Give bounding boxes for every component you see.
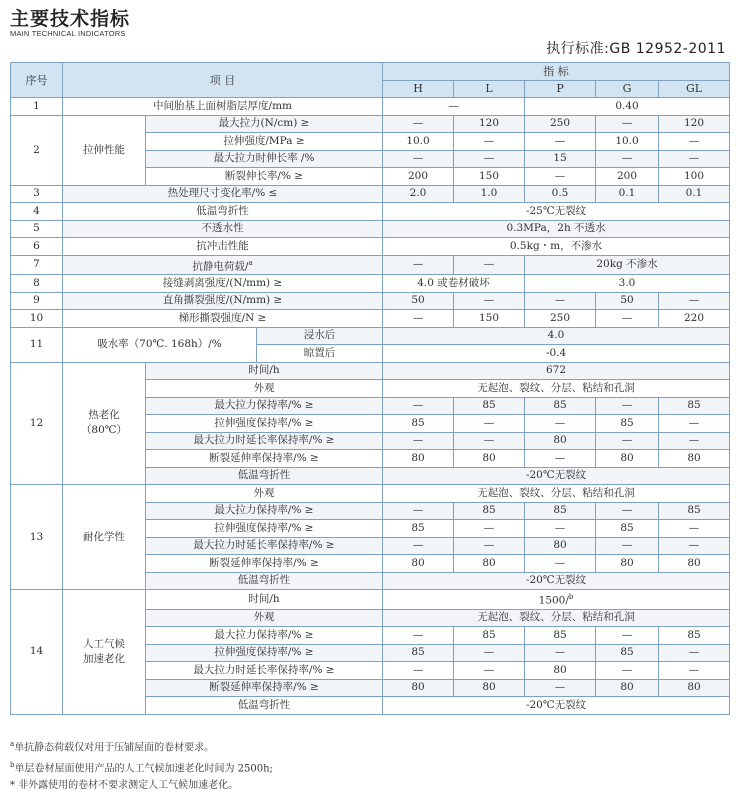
row-item: 最大拉力时延长率保持率/% ≥ — [146, 537, 383, 555]
cell-value: 15 — [525, 150, 596, 168]
cell-value: — — [659, 150, 730, 168]
cell-value: 2.0 — [383, 185, 454, 203]
cell-value: 80 — [454, 450, 525, 468]
cell-value: 85 — [596, 415, 659, 433]
row-item: 时间/h — [146, 590, 383, 610]
footnote-mark: * — [10, 779, 15, 791]
footnote-c — [10, 778, 273, 794]
cell-value: 0.1 — [596, 185, 659, 203]
cell-value: 80 — [659, 679, 730, 697]
cell-value: 10.0 — [383, 133, 454, 151]
cell-value: -0.4 — [383, 345, 730, 363]
row-item: 不透水性 — [63, 220, 383, 238]
footnote-text: 单层卷材屋面使用产品的人工气候加速老化时间为 2500h; — [14, 763, 273, 775]
col-l: L — [454, 80, 525, 98]
row-group-line: （80℃） — [80, 424, 128, 437]
cell-value: 80 — [383, 450, 454, 468]
cell-value: — — [383, 310, 454, 328]
cell-value: — — [525, 415, 596, 433]
cell-value: 100 — [659, 168, 730, 186]
row-number: 2 — [11, 115, 63, 185]
cell-value: — — [596, 150, 659, 168]
cell-value: -20℃无裂纹 — [383, 467, 730, 485]
cell-value: 50 — [383, 292, 454, 310]
cell-value: — — [596, 397, 659, 415]
row-item: 最大拉力时伸长率 /% — [146, 150, 383, 168]
col-h: H — [383, 80, 454, 98]
cell-value: 80 — [596, 450, 659, 468]
col-g: G — [596, 80, 659, 98]
header-index: 指 标 — [383, 63, 730, 81]
cell-value: — — [659, 292, 730, 310]
row-item: 断裂延伸率保持率/% ≥ — [146, 555, 383, 573]
table-row — [11, 220, 730, 238]
row-item: 最大拉力保持率/% ≥ — [146, 627, 383, 645]
cell-value: 80 — [525, 662, 596, 680]
cell-value: — — [383, 432, 454, 450]
row-item: 最大拉力保持率/% ≥ — [146, 502, 383, 520]
cell-value: — — [596, 537, 659, 555]
cell-value: 250 — [525, 115, 596, 133]
cell-value: — — [383, 397, 454, 415]
cell-value: — — [525, 679, 596, 697]
cell-value: 85 — [596, 520, 659, 538]
row-item: 最大拉力保持率/% ≥ — [146, 397, 383, 415]
technical-indicators-table — [10, 62, 730, 715]
footnote-mark: a — [10, 740, 15, 748]
page-subtitle: MAIN TECHNICAL INDICATORS — [10, 29, 126, 38]
table-row — [11, 292, 730, 310]
cell-value: 无起泡、裂纹、分层、粘结和孔洞 — [383, 609, 730, 627]
cell-value: — — [454, 150, 525, 168]
cell-value: — — [596, 662, 659, 680]
row-item: 拉伸强度保持率/% ≥ — [146, 644, 383, 662]
cell-value: — — [596, 310, 659, 328]
row-item: 浸水后 — [257, 327, 383, 345]
table-row — [11, 362, 730, 380]
cell-value: — — [454, 644, 525, 662]
cell-value: 3.0 — [525, 275, 730, 293]
row-number: 5 — [11, 220, 63, 238]
table-row — [11, 185, 730, 203]
cell-value: — — [659, 520, 730, 538]
row-item: 热处理尺寸变化率/% ≤ — [63, 185, 383, 203]
cell-value: — — [659, 133, 730, 151]
footnote-b — [10, 757, 273, 778]
cell-value: 85 — [383, 520, 454, 538]
cell-value: 10.0 — [596, 133, 659, 151]
table-header-row — [11, 63, 730, 81]
cell-value: 85 — [383, 644, 454, 662]
table-row — [11, 485, 730, 503]
footnote-text: 单抗静态荷载仅对用于压铺屋面的卷材要求。 — [14, 742, 215, 754]
row-item-text: 抗静电荷载/ — [192, 260, 249, 272]
cell-value: — — [525, 292, 596, 310]
cell-value: — — [596, 115, 659, 133]
cell-value: 150 — [454, 168, 525, 186]
row-item: 梯形撕裂强度/N ≥ — [63, 310, 383, 328]
row-number: 10 — [11, 310, 63, 328]
cell-value: — — [383, 627, 454, 645]
cell-value: — — [383, 150, 454, 168]
row-item: 直角撕裂强度/(N/mm) ≥ — [63, 292, 383, 310]
cell-value: 220 — [659, 310, 730, 328]
cell-value: — — [525, 555, 596, 573]
footnote-mark: a — [248, 258, 253, 267]
cell-value: 0.1 — [659, 185, 730, 203]
row-item: 抗冲击性能 — [63, 238, 383, 256]
cell-value: 85 — [525, 627, 596, 645]
table-row — [11, 275, 730, 293]
cell-value: 200 — [596, 168, 659, 186]
cell-value: 80 — [525, 537, 596, 555]
cell-value: 85 — [525, 397, 596, 415]
row-item: 低温弯折性 — [146, 572, 383, 590]
cell-value: 80 — [596, 555, 659, 573]
cell-value: 80 — [525, 432, 596, 450]
row-item: 断裂延伸率保持率/% ≥ — [146, 450, 383, 468]
row-number: 1 — [11, 98, 63, 116]
row-item: 低温弯折性 — [146, 697, 383, 715]
cell-value: 20kg 不渗水 — [525, 255, 730, 275]
cell-value: -25℃无裂纹 — [383, 203, 730, 221]
cell-value: 0.5kg・m，不渗水 — [383, 238, 730, 256]
cell-value: 85 — [659, 397, 730, 415]
cell-value: — — [454, 520, 525, 538]
row-number: 8 — [11, 275, 63, 293]
row-item: 低温弯折性 — [63, 203, 383, 221]
row-item: 接缝剥离强度/(N/mm) ≥ — [63, 275, 383, 293]
row-item: 中间胎基上面树脂层厚度/mm — [63, 98, 383, 116]
row-item: 最大拉力时延长率保持率/% ≥ — [146, 432, 383, 450]
row-number: 6 — [11, 238, 63, 256]
cell-value: 4.0 — [383, 327, 730, 345]
table-row — [11, 115, 730, 133]
cell-value: 0.5 — [525, 185, 596, 203]
cell-value: 85 — [525, 502, 596, 520]
cell-value: 0.3MPa，2h 不透水 — [383, 220, 730, 238]
cell-value: — — [596, 627, 659, 645]
row-number: 11 — [11, 327, 63, 362]
cell-value: — — [659, 415, 730, 433]
table-row — [11, 327, 730, 345]
cell-value: — — [454, 432, 525, 450]
cell-value: — — [659, 432, 730, 450]
cell-value: — — [659, 537, 730, 555]
cell-value: — — [454, 537, 525, 555]
row-item: 拉伸强度保持率/% ≥ — [146, 520, 383, 538]
cell-value: 85 — [454, 627, 525, 645]
cell-value: — — [454, 292, 525, 310]
cell-value: 80 — [383, 555, 454, 573]
cell-value: — — [383, 98, 525, 116]
cell-value: — — [454, 133, 525, 151]
cell-value: 4.0 或卷材破坏 — [383, 275, 525, 293]
row-group: 拉伸性能 — [63, 115, 146, 185]
row-number: 7 — [11, 255, 63, 275]
cell-value: — — [383, 537, 454, 555]
cell-value: 85 — [454, 397, 525, 415]
cell-value: 无起泡、裂纹、分层、粘结和孔洞 — [383, 380, 730, 398]
header-no: 序号 — [11, 63, 63, 98]
cell-value: — — [596, 432, 659, 450]
cell-value: 80 — [383, 679, 454, 697]
row-item: 拉伸强度/MPa ≥ — [146, 133, 383, 151]
cell-value: — — [454, 415, 525, 433]
row-item: 外观 — [146, 485, 383, 503]
row-number: 9 — [11, 292, 63, 310]
row-number: 13 — [11, 485, 63, 590]
cell-value: -20℃无裂纹 — [383, 572, 730, 590]
footnote-mark: b — [568, 593, 574, 601]
row-group-line: 人工气候 — [83, 637, 125, 650]
row-item: 最大拉力(N/cm) ≥ — [146, 115, 383, 133]
cell-value: 1.0 — [454, 185, 525, 203]
row-item: 外观 — [146, 609, 383, 627]
row-item — [63, 255, 383, 275]
cell-value: 120 — [659, 115, 730, 133]
cell-value: 200 — [383, 168, 454, 186]
page-title: 主要技术指标 — [10, 8, 131, 30]
cell-value: 85 — [659, 627, 730, 645]
cell-value: 672 — [383, 362, 730, 380]
table-row — [11, 255, 730, 275]
cell-value: 0.40 — [525, 98, 730, 116]
cell-value: 120 — [454, 115, 525, 133]
row-group — [63, 590, 146, 715]
cell-value: — — [525, 644, 596, 662]
table-row — [11, 238, 730, 256]
cell-value: 85 — [659, 502, 730, 520]
cell-value: — — [454, 255, 525, 275]
row-number: 4 — [11, 203, 63, 221]
row-group-line: 加速老化 — [83, 652, 125, 665]
cell-value: 150 — [454, 310, 525, 328]
row-number: 14 — [11, 590, 63, 715]
row-number: 12 — [11, 362, 63, 485]
cell-value: — — [383, 502, 454, 520]
cell-value: — — [525, 520, 596, 538]
row-number: 3 — [11, 185, 63, 203]
cell-value: — — [525, 450, 596, 468]
row-item: 断裂伸长率/% ≥ — [146, 168, 383, 186]
row-item: 晾置后 — [257, 345, 383, 363]
cell-value: — — [454, 662, 525, 680]
cell-value: — — [383, 662, 454, 680]
cell-value: 85 — [454, 502, 525, 520]
row-item: 最大拉力时延长率保持率/% ≥ — [146, 662, 383, 680]
cell-value — [383, 590, 730, 610]
table-row — [11, 590, 730, 610]
row-item: 低温弯折性 — [146, 467, 383, 485]
cell-value: 80 — [659, 555, 730, 573]
footnote-mark: b — [10, 760, 15, 769]
table-row — [11, 98, 730, 116]
footnote-a — [10, 736, 273, 757]
row-item: 外观 — [146, 380, 383, 398]
cell-value: 80 — [454, 679, 525, 697]
cell-value-text: 1500/ — [538, 594, 569, 607]
table-row — [11, 203, 730, 221]
row-group-line: 热老化 — [88, 409, 120, 422]
cell-value: 无起泡、裂纹、分层、粘结和孔洞 — [383, 485, 730, 503]
cell-value: — — [383, 115, 454, 133]
footnotes — [10, 736, 273, 794]
cell-value: 85 — [383, 415, 454, 433]
row-item: 时间/h — [146, 362, 383, 380]
standard-label: 执行标准:GB 12952-2011 — [546, 41, 726, 57]
cell-value: — — [525, 168, 596, 186]
row-item: 断裂延伸率保持率/% ≥ — [146, 679, 383, 697]
cell-value: — — [383, 255, 454, 275]
row-group: 耐化学性 — [63, 485, 146, 590]
footnote-text: 非外露使用的卷材不要求测定人工气候加速老化。 — [18, 779, 239, 791]
cell-value: 250 — [525, 310, 596, 328]
cell-value: — — [596, 502, 659, 520]
row-item: 拉伸强度保持率/% ≥ — [146, 415, 383, 433]
table-row — [11, 310, 730, 328]
cell-value: 80 — [596, 679, 659, 697]
cell-value: 50 — [596, 292, 659, 310]
cell-value: 85 — [596, 644, 659, 662]
col-p: P — [525, 80, 596, 98]
cell-value: — — [659, 644, 730, 662]
cell-value: — — [525, 133, 596, 151]
cell-value: 80 — [659, 450, 730, 468]
cell-value: — — [659, 662, 730, 680]
cell-value: -20℃无裂纹 — [383, 697, 730, 715]
col-gl: GL — [659, 80, 730, 98]
header-item: 项 目 — [63, 63, 383, 98]
cell-value: 80 — [454, 555, 525, 573]
row-group — [63, 362, 146, 485]
row-group: 吸水率（70℃. 168h）/% — [63, 327, 257, 362]
